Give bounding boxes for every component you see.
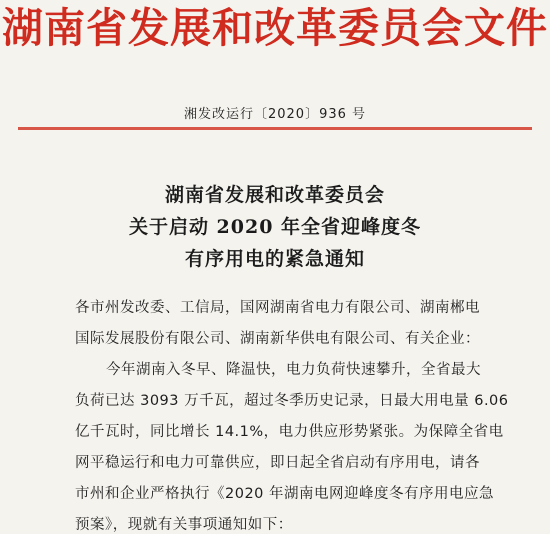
paragraph-line-1: 今年湖南入冬早、降温快，电力负荷快速攀升，全省最大: [106, 362, 481, 378]
recipients-line-1: 各市州发改委、工信局，国网湖南省电力有限公司、湖南郴电: [75, 300, 480, 316]
document-header-title: 湖南省发展和改革委员会文件: [2, 4, 548, 52]
paragraph-line-2: 负荷已达 3093 万千瓦，超过冬季历史记录，日最大用电量 6.06: [75, 393, 509, 409]
paragraph-line-4: 网平稳运行和电力可靠供应，即日起全省启动有序用电，请各: [75, 455, 480, 471]
document-number: 湘发改运行〔2020〕936 号: [183, 107, 367, 122]
paragraph-line-5: 市州和企业严格执行《2020 年湖南电网迎峰度冬有序用电应急: [75, 486, 495, 502]
show-through-texture: [0, 62, 550, 76]
paragraph-line-3: 亿千瓦时，同比增长 14.1%，电力供应形势紧张。为保障全省电: [75, 424, 504, 440]
notice-title-line-3: 有序用电的紧急通知: [184, 248, 365, 270]
notice-title-line-1: 湖南省发展和改革委员会: [164, 184, 385, 206]
notice-title-line-2: 关于启动 2020 年全省迎峰度冬: [128, 216, 422, 238]
recipients-line-2: 国际发展股份有限公司、湖南新华供电有限公司、有关企业：: [75, 331, 480, 347]
paragraph-line-6: 预案》，现就有关事项通知如下：: [75, 517, 293, 533]
red-divider-line: [18, 127, 532, 130]
